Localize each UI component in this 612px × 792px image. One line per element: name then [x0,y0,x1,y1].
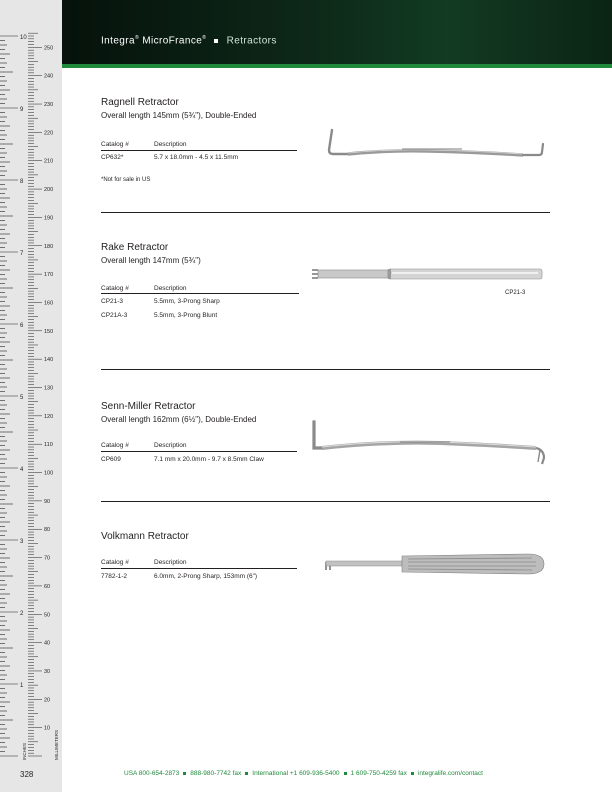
mm-number: 230 [44,102,54,109]
catalog-description: 5.7 x 18.0mm - 4.5 x 11.5mm [154,154,239,161]
mm-number: 30 [44,668,51,675]
inch-number: 3 [20,539,24,545]
inches-label: INCHES [22,742,27,760]
footer-bullet-icon [183,772,186,775]
mm-number: 100 [44,470,54,477]
millimeters-label: MILLIMETERS [54,729,59,760]
mm-number: 250 [44,45,54,52]
header-title [101,35,277,46]
inch-number: 10 [20,35,27,41]
catalog-column-header: Catalog # [101,141,129,148]
mm-number: 20 [44,697,51,704]
section-divider [101,501,550,502]
mm-number: 60 [44,583,51,590]
mm-number: 220 [44,130,54,137]
catalog-description: 5.5mm, 3-Prong Blunt [154,312,218,319]
product-title: Rake Retractor [101,242,169,253]
product-subtitle: Overall length 162mm (6½"), Double-Ended [101,415,257,424]
ruler-scale [0,0,62,792]
mm-number: 240 [44,73,54,80]
catalog-number: 7782-1-2 [101,573,128,580]
header-accent-stripe [62,64,612,68]
mm-number: 170 [44,272,54,279]
table-rule [101,568,297,569]
inch-number: 7 [20,251,24,257]
inch-number: 2 [20,611,24,617]
inch-number: 4 [20,467,24,473]
footer-usa-phone: USA 800-654-2873 [124,770,180,777]
mm-number: 180 [44,243,54,250]
footer-international-phone: International +1 609-936-5400 [252,770,340,777]
mm-number: 40 [44,640,51,647]
inch-number: 8 [20,179,24,185]
mm-number: 200 [44,187,54,194]
mm-number: 160 [44,300,54,307]
product-title: Senn-Miller Retractor [101,401,196,412]
product-title: Ragnell Retractor [101,97,179,108]
measurement-ruler [0,0,62,792]
mm-number: 150 [44,328,54,335]
product-ragnell-retractor [101,97,551,120]
footer-fax: 888-980-7742 fax [190,770,242,777]
footer-bullet-icon [245,772,248,775]
availability-note: *Not for sale in US [101,177,151,183]
mm-number: 190 [44,215,54,222]
table-rule [101,150,297,151]
page-number: 328 [20,770,34,779]
header-category: Retractors [226,35,277,47]
senn-miller-retractor-image [304,418,550,470]
rake-retractor-image [308,262,548,286]
product-registered-mark: ® [202,35,207,41]
inch-number: 6 [20,323,24,329]
catalog-description: 7.1 mm x 20.0mm - 9.7 x 8.5mm Claw [154,456,264,463]
catalog-number: CP21A-3 [101,312,128,319]
catalog-column-header: Catalog # [101,285,129,292]
ragnell-retractor-image [318,126,550,162]
mm-number: 110 [44,442,53,449]
footer-international-fax: 1 609-750-4259 fax [350,770,407,777]
mm-number: 80 [44,527,51,534]
mm-number: 130 [44,385,54,392]
description-column-header: Description [154,285,187,292]
product-subtitle: Overall length 147mm (5¾") [101,256,201,265]
catalog-description: 5.5mm, 3-Prong Sharp [154,298,220,305]
description-column-header: Description [154,559,187,566]
header-separator-icon [214,39,218,43]
volkmann-retractor-image [318,548,550,580]
page-header-banner [62,0,612,64]
catalog-description: 6.0mm, 2-Prong Sharp, 153mm (6") [154,573,258,580]
catalog-column-header: Catalog # [101,559,129,566]
description-column-header: Description [154,442,187,449]
brand-registered-mark: ® [134,35,140,41]
inch-number: 9 [20,107,24,113]
mm-number: 90 [44,498,51,505]
contact-footer [124,770,483,777]
catalog-number: CP632* [101,154,124,161]
product-line-name: MicroFrance [142,35,203,47]
product-title: Volkmann Retractor [101,531,189,542]
footer-bullet-icon [344,772,347,775]
mm-number: 140 [44,357,54,364]
mm-number: 50 [44,612,51,619]
image-caption: CP21-3 [505,290,526,296]
mm-number: 10 [44,725,51,732]
product-volkmann-retractor [101,531,551,542]
mm-number: 70 [44,555,51,562]
table-rule [101,293,299,294]
section-divider [101,212,550,213]
mm-number: 120 [44,413,54,420]
product-subtitle: Overall length 145mm (5¾"), Double-Ended [101,111,257,120]
inch-number: 5 [20,395,24,401]
section-divider [101,369,550,370]
table-rule [101,451,297,452]
catalog-number: CP609 [101,456,121,463]
brand-name: Integra [101,35,135,47]
footer-website-link[interactable]: integralife.com/contact [417,770,483,777]
footer-bullet-icon [411,772,414,775]
inch-number: 1 [20,683,24,689]
description-column-header: Description [154,141,187,148]
catalog-column-header: Catalog # [101,442,129,449]
mm-number: 210 [44,158,54,165]
catalog-number: CP21-3 [101,298,124,305]
